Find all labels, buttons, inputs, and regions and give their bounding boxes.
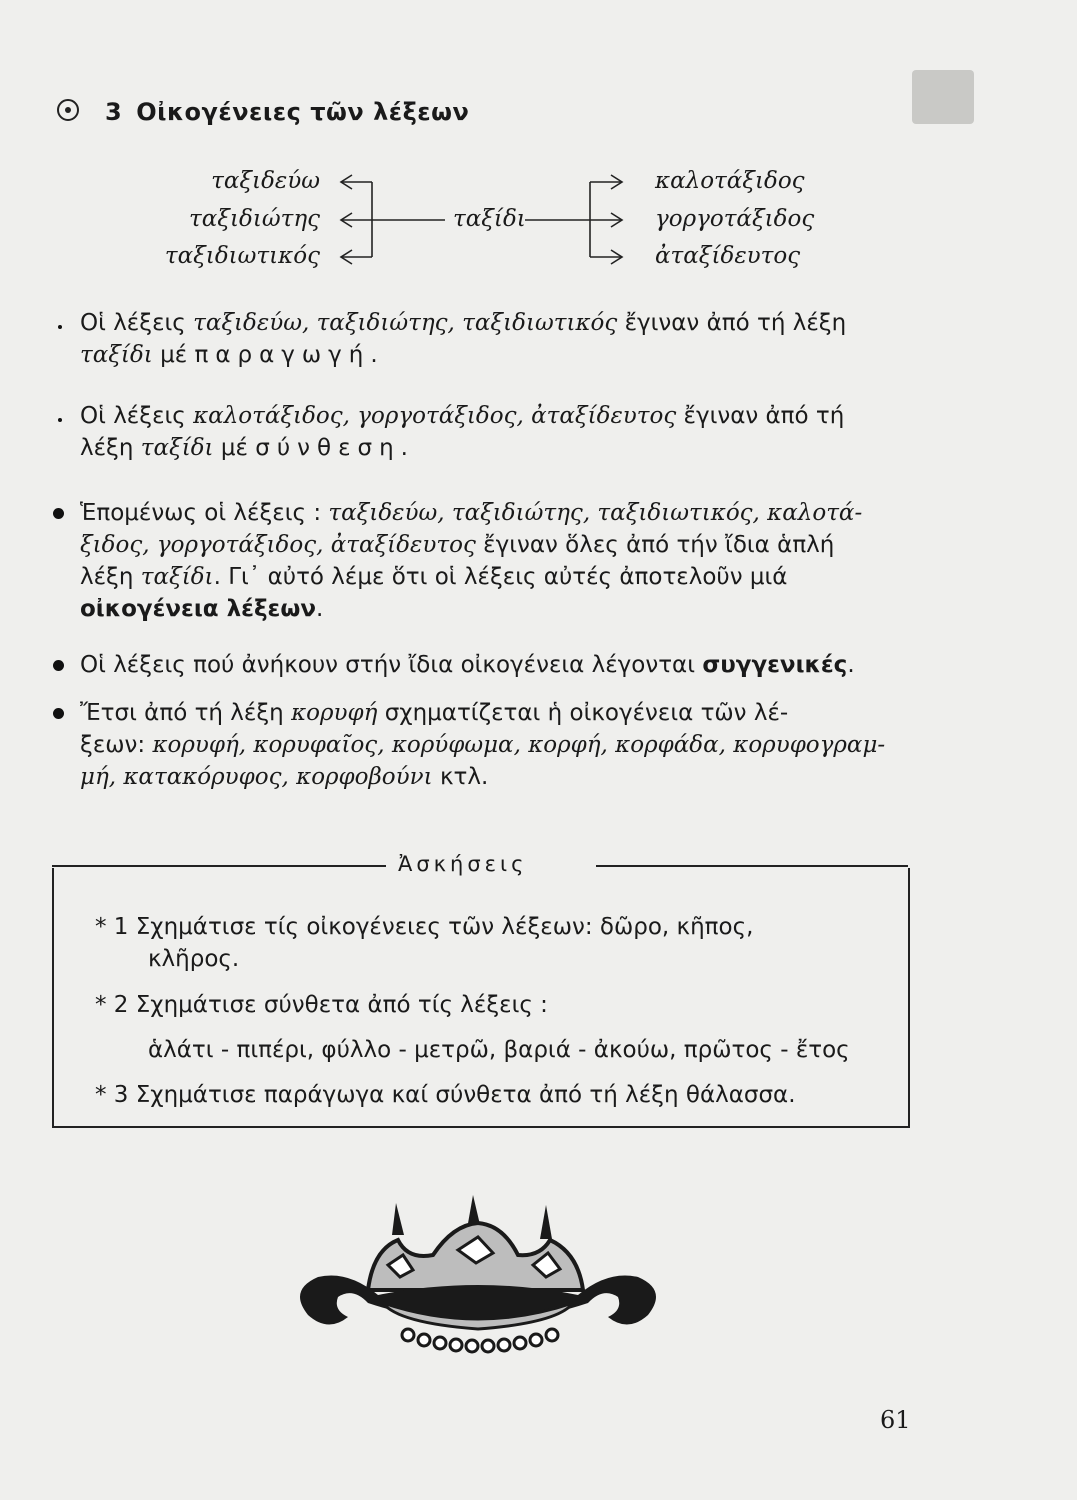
text-run: . [400,435,408,461]
divider [596,865,908,867]
text-run: ξεων: [80,732,153,758]
exercise-1-cont: κλῆρος. [148,946,240,972]
paragraph-word-family [80,497,905,625]
diagram-word-right-2: γοργοτάξιδος [655,206,815,232]
exercise-3: * 3 Σχημάτισε παράγωγα καί σύνθετα ἀπό τή λέξη θάλασσα. [95,1082,796,1108]
diagram-center-word: ταξίδι [453,206,526,232]
text-run: . [316,596,324,622]
example-word: ταξίδι [80,342,153,368]
diagram-word-left-1: ταξιδεύω [211,168,320,194]
section-number: 3 [105,98,123,126]
bullet-marker [58,418,62,422]
text-run: κτλ. [432,764,489,790]
diagram-word-right-3: ἀταξίδευτος [655,243,801,269]
text-run: Ἑπομένως οἱ λέξεις : [80,500,329,526]
text-run: ἔγιναν ἀπό τή [676,403,845,429]
bullet-dot [53,508,64,519]
text-run: . [370,342,378,368]
example-words: ξιδος, γοργοτάξιδος, ἀταξίδευτος [80,532,476,558]
text-run: λέξη [80,435,141,461]
text-run: . Γι᾽ αὐτό λέμε ὅτι οἱ λέξεις αὐτές ἀποτελοῦν μιά [213,564,788,590]
text-run: λέξη [80,564,141,590]
text-run: Ἔτσι ἀπό τή λέξη [80,700,292,726]
paragraph-derivation [80,307,905,371]
key-term: συγγενικές [702,652,848,678]
exercise-2: * 2 Σχημάτισε σύνθετα ἀπό τίς λέξεις : [95,992,548,1018]
paragraph-composition [80,400,905,464]
key-term: οἰκογένεια λέξεων [80,596,317,622]
example-words: καλοτάξιδος, γοργοτάξιδος, ἀταξίδευτος [193,403,677,429]
exercise-2-words: ἁλάτι - πιπέρι, φύλλο - μετρῶ, βαριά - ἀκούω, πρῶτος - ἔτος [148,1037,850,1063]
bullet-marker [58,325,62,329]
example-words: κορυφή, κορυφαῖος, κορύφωμα, κορφή, κορφάδα, κορυφογραμ- [152,732,886,758]
text-run: ἔγιναν ὅλες ἀπό τήν ἴδια ἁπλή [475,532,835,558]
bullet-dot [53,708,64,719]
crown-ornament-icon [288,1195,668,1375]
example-words: ταξιδεύω, ταξιδιώτης, ταξιδιωτικός [193,310,618,336]
exercise-1: * 1 Σχημάτισε τίς οἰκογένειες τῶν λέξεων: δῶρο, κῆπος, [95,914,754,940]
example-words: μή, κατακόρυφος, κορφοβούνι [80,764,433,790]
text-run: ἔγιναν ἀπό τή λέξη [617,310,847,336]
divider [52,865,386,867]
diagram-word-left-2: ταξιδιώτης [189,206,320,232]
term-spaced: σύνθεση [255,435,401,461]
example-word: ταξίδι [140,435,214,461]
term-spaced: παραγωγή [194,342,371,368]
paragraph-related-words [80,649,905,681]
text-run: Οἱ λέξεις πού ἀνήκουν στήν ἴδια οἰκογένεια λέγονται [80,652,703,678]
paragraph-example-family [80,697,905,793]
example-words: ταξιδεύω, ταξιδιώτης, ταξιδιωτικός, καλοτά- [328,500,863,526]
word-family-diagram [0,160,1077,280]
section-heading [57,98,469,126]
text-run: . [847,652,855,678]
text-run: σχηματίζεται ἡ οἰκογένεια τῶν λέ- [377,700,789,726]
text-run: μέ [152,342,195,368]
text-run: Οἱ λέξεις [80,310,194,336]
page-tab-shadow [912,70,974,124]
diagram-word-left-3: ταξιδιωτικός [164,243,320,269]
text-run: Οἱ λέξεις [80,403,194,429]
diagram-word-right-1: καλοτάξιδος [655,168,805,194]
page-number: 61 [880,1406,911,1434]
target-bullet-icon [57,99,79,121]
exercises-title: Ἀσκήσεις [398,852,528,876]
section-title: Οἰκογένειες τῶν λέξεων [136,98,470,126]
text-run: μέ [213,435,256,461]
example-word: ταξίδι [140,564,214,590]
bullet-dot [53,660,64,671]
example-word: κορυφή [291,700,378,726]
